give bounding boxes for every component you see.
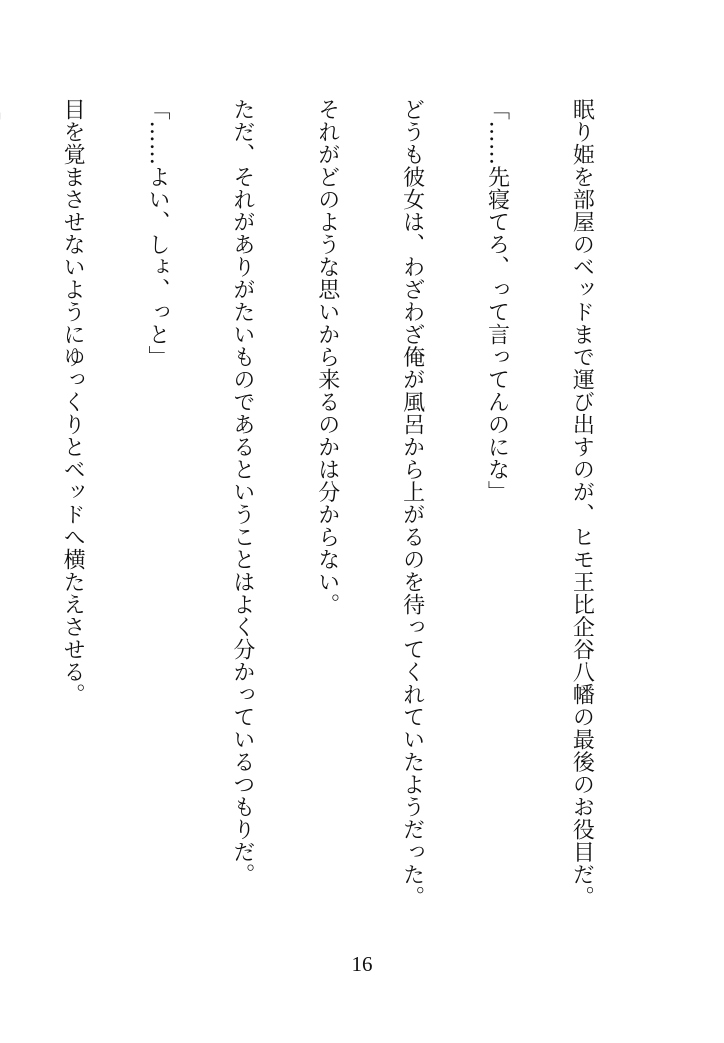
page-number: 16 (351, 952, 373, 976)
text-line: どうも彼女は、わざわざ俺が風呂から上がるのを待ってくれていたようだった。 (399, 98, 425, 908)
text-line: それがどのような思いから来るのかは分からない。 (314, 98, 340, 616)
text-line: 「……先寝てろ、って言ってんのにな」 (484, 98, 510, 503)
text-line: 「……よい、しょ、っと」 (144, 98, 170, 368)
text-line: 目を覚まさせないようにゆっくりとベッドへ横たえさせる。 (60, 98, 86, 706)
text-line: 眠り姫を部屋のベッドまで運び出すのが、ヒモ王比企谷八幡の最後のお役目だ。 (569, 98, 595, 908)
body-text (0, 98, 652, 950)
text-line (0, 98, 1, 950)
text-line: ただ、それがありがたいものであるということはよく分かっているつもりだ。 (229, 98, 255, 886)
